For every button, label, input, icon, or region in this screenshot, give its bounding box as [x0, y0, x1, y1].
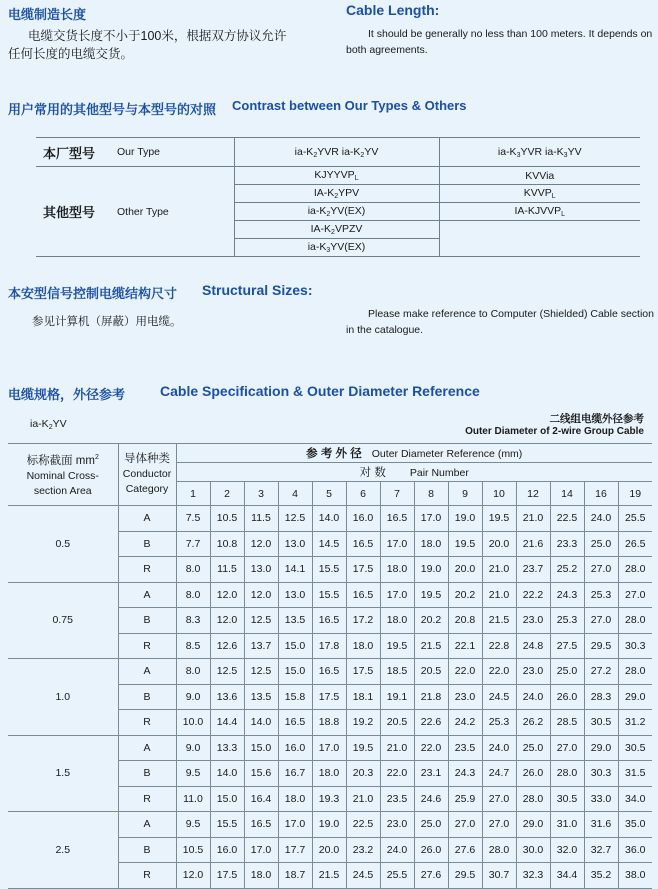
diameter-cell: 18.0: [380, 557, 414, 583]
other-left-4: $ia-K_3YV(EX)$: [234, 239, 439, 257]
diameter-cell: 25.3: [550, 608, 584, 634]
diameter-cell: 24.3: [448, 761, 482, 787]
table-row: [8, 506, 652, 532]
diameter-cell: 22.5: [550, 506, 584, 532]
contrast-table: [36, 137, 640, 257]
diameter-cell: 16.5: [312, 659, 346, 685]
diameter-cell: 29.0: [618, 684, 652, 710]
diameter-cell: 16.4: [244, 786, 278, 812]
other-right-0: KVVia: [439, 167, 640, 185]
table-row: [8, 812, 652, 838]
diameter-cell: 27.5: [550, 633, 584, 659]
diameter-cell: 15.8: [278, 684, 312, 710]
pair-number-4: 4: [278, 482, 312, 506]
structure-cn-text: 参见计算机（屏蔽）用电缆。: [32, 316, 182, 328]
diameter-cell: 7.5: [176, 506, 210, 532]
category-cell: R: [118, 633, 176, 659]
diameter-cell: 21.5: [482, 608, 516, 634]
diameter-cell: 18.7: [278, 863, 312, 889]
diameter-cell: 20.0: [482, 531, 516, 557]
diameter-cell: 12.0: [176, 863, 210, 889]
diameter-cell: 8.5: [176, 633, 210, 659]
diameter-cell: 22.5: [346, 812, 380, 838]
table-row: [8, 659, 652, 685]
diameter-cell: 10.5: [210, 506, 244, 532]
area-cell: 0.75: [8, 582, 118, 659]
category-cell: B: [118, 837, 176, 863]
pair-number-14: 14: [550, 482, 584, 506]
diameter-cell: 25.5: [380, 863, 414, 889]
diameter-cell: 14.1: [278, 557, 312, 583]
pair-number-5: 5: [312, 482, 346, 506]
area-cell: 1.5: [8, 735, 118, 812]
diameter-cell: 17.0: [380, 582, 414, 608]
diameter-cell: 22.2: [516, 582, 550, 608]
category-cell: A: [118, 812, 176, 838]
diameter-cell: 31.5: [618, 761, 652, 787]
diameter-cell: 21.0: [482, 557, 516, 583]
diameter-cell: 30.5: [550, 786, 584, 812]
diameter-cell: 12.5: [244, 659, 278, 685]
diameter-cell: 30.3: [584, 761, 618, 787]
diameter-cell: 11.0: [176, 786, 210, 812]
diameter-cell: 18.1: [346, 684, 380, 710]
diameter-cell: 13.5: [244, 684, 278, 710]
diameter-cell: 23.5: [448, 735, 482, 761]
other-type-cn-label: 其他型号: [36, 167, 101, 257]
diameter-cell: 22.1: [448, 633, 482, 659]
diameter-cell: 21.0: [346, 786, 380, 812]
diameter-cell: 26.2: [516, 710, 550, 736]
diameter-cell: 17.5: [210, 863, 244, 889]
diameter-cell: 12.0: [210, 582, 244, 608]
diameter-cell: 27.0: [618, 582, 652, 608]
diameter-cell: 29.0: [516, 812, 550, 838]
diameter-cell: 20.5: [380, 710, 414, 736]
pair-number-9: 9: [448, 482, 482, 506]
diameter-cell: 25.2: [550, 557, 584, 583]
diameter-cell: 28.0: [618, 608, 652, 634]
diameter-cell: 19.3: [312, 786, 346, 812]
diameter-cell: 19.5: [448, 531, 482, 557]
diameter-cell: 17.8: [312, 633, 346, 659]
diameter-cell: 21.0: [516, 506, 550, 532]
od-header: 参 考 外 径 Outer Diameter Reference (mm): [176, 444, 652, 463]
pair-number-12: 12: [516, 482, 550, 506]
category-cell: B: [118, 531, 176, 557]
diameter-cell: 19.2: [346, 710, 380, 736]
diameter-cell: 15.5: [312, 557, 346, 583]
diameter-cell: 27.0: [550, 735, 584, 761]
diameter-cell: 28.0: [618, 659, 652, 685]
diameter-cell: 27.0: [482, 812, 516, 838]
diameter-cell: 17.0: [414, 506, 448, 532]
diameter-cell: 22.8: [482, 633, 516, 659]
area-cell: 0.5: [8, 506, 118, 583]
diameter-cell: 8.0: [176, 582, 210, 608]
category-cell: R: [118, 557, 176, 583]
structure-en-text-1: Please make reference to Computer (Shielded) Cable section: [368, 308, 654, 320]
diameter-cell: 26.0: [550, 684, 584, 710]
diameter-cell: 17.5: [346, 557, 380, 583]
diameter-cell: 31.2: [618, 710, 652, 736]
pair-number-16: 16: [584, 482, 618, 506]
other-left-3: $IA-K_2VPZV$: [234, 221, 439, 239]
area-cell: 2.5: [8, 812, 118, 889]
diameter-cell: 23.7: [516, 557, 550, 583]
diameter-cell: 30.5: [618, 735, 652, 761]
diameter-cell: 24.5: [346, 863, 380, 889]
diameter-cell: 19.5: [482, 506, 516, 532]
diameter-cell: 16.0: [210, 837, 244, 863]
diameter-cell: 17.0: [278, 812, 312, 838]
contrast-en-title: Contrast between Our Types & Others: [232, 98, 467, 113]
diameter-cell: 30.0: [516, 837, 550, 863]
diameter-cell: 20.8: [448, 608, 482, 634]
diameter-cell: 27.6: [448, 837, 482, 863]
diameter-cell: 23.0: [516, 608, 550, 634]
diameter-cell: 34.4: [550, 863, 584, 889]
diameter-cell: 30.3: [618, 633, 652, 659]
diameter-cell: 12.5: [278, 506, 312, 532]
diameter-cell: 27.0: [448, 812, 482, 838]
diameter-cell: 18.0: [312, 761, 346, 787]
contrast-other-row: [36, 167, 640, 185]
diameter-cell: 19.1: [380, 684, 414, 710]
diameter-cell: 21.5: [312, 863, 346, 889]
diameter-cell: 19.0: [448, 506, 482, 532]
diameter-cell: 28.0: [550, 761, 584, 787]
diameter-cell: 31.6: [584, 812, 618, 838]
diameter-cell: 19.0: [312, 812, 346, 838]
diameter-cell: 10.8: [210, 531, 244, 557]
diameter-cell: 14.0: [312, 506, 346, 532]
diameter-cell: 16.5: [346, 582, 380, 608]
category-cell: B: [118, 608, 176, 634]
diameter-cell: 28.0: [618, 557, 652, 583]
diameter-cell: 22.0: [448, 659, 482, 685]
diameter-cell: 22.6: [414, 710, 448, 736]
diameter-cell: 35.0: [618, 812, 652, 838]
diameter-cell: 24.5: [482, 684, 516, 710]
cable-length-cn-title: 电缆制造长度: [8, 7, 87, 22]
spec-en-title: Cable Specification & Outer Diameter Reference: [160, 383, 480, 399]
diameter-cell: 15.0: [278, 633, 312, 659]
diameter-cell: 9.5: [176, 761, 210, 787]
diameter-cell: 20.2: [448, 582, 482, 608]
cable-length-cn-text-1: 电缆交货长度不小于100米，根据双方协议允许: [28, 29, 287, 43]
cable-length-cn-text-2: 任何长度的电缆交货。: [8, 47, 134, 61]
diameter-cell: 24.3: [550, 582, 584, 608]
spec-model: $ia-K_2YV$: [30, 418, 67, 431]
diameter-cell: 16.0: [278, 735, 312, 761]
diameter-cell: 15.0: [244, 735, 278, 761]
diameter-cell: 24.2: [448, 710, 482, 736]
diameter-cell: 21.8: [414, 684, 448, 710]
diameter-cell: 19.5: [414, 582, 448, 608]
pair-header: 对 数 Pair Number: [176, 463, 652, 482]
category-cell: R: [118, 863, 176, 889]
diameter-cell: 18.0: [414, 531, 448, 557]
diameter-cell: 28.0: [482, 837, 516, 863]
diameter-cell: 26.0: [516, 761, 550, 787]
diameter-cell: 23.0: [448, 684, 482, 710]
pair-number-10: 10: [482, 482, 516, 506]
diameter-cell: 34.0: [618, 786, 652, 812]
cable-length-en-title: Cable Length:: [346, 2, 440, 18]
diameter-cell: 13.0: [278, 582, 312, 608]
diameter-cell: 11.5: [244, 506, 278, 532]
diameter-cell: 8.3: [176, 608, 210, 634]
contrast-cn-title: 用户常用的其他型号与本型号的对照: [8, 102, 217, 117]
diameter-cell: 23.5: [380, 786, 414, 812]
diameter-cell: 26.5: [618, 531, 652, 557]
diameter-cell: 10.0: [176, 710, 210, 736]
diameter-cell: 30.5: [584, 710, 618, 736]
structure-en-text-2: in the catalogue.: [346, 324, 424, 336]
diameter-cell: 7.7: [176, 531, 210, 557]
diameter-cell: 24.0: [380, 837, 414, 863]
category-cell: A: [118, 582, 176, 608]
diameter-cell: 25.9: [448, 786, 482, 812]
col-area-header: 标称截面 $mm^2$ Nominal Cross- section Area: [8, 444, 118, 506]
diameter-cell: 17.0: [380, 531, 414, 557]
diameter-cell: 15.0: [278, 659, 312, 685]
our-type-cn-label: 本厂型号: [36, 138, 101, 167]
other-right-empty: [439, 221, 640, 257]
pair-number-8: 8: [414, 482, 448, 506]
diameter-cell: 20.5: [414, 659, 448, 685]
diameter-cell: 33.0: [584, 786, 618, 812]
other-type-en-label: Other Type: [101, 167, 234, 257]
pair-number-1: 1: [176, 482, 210, 506]
pair-number-6: 6: [346, 482, 380, 506]
diameter-cell: 13.7: [244, 633, 278, 659]
diameter-cell: 25.3: [482, 710, 516, 736]
category-cell: R: [118, 710, 176, 736]
table-row: [8, 735, 652, 761]
pair-number-7: 7: [380, 482, 414, 506]
diameter-cell: 27.0: [584, 557, 618, 583]
diameter-cell: 16.7: [278, 761, 312, 787]
our-type-k3: $ia-K_3YVR$ $ia-K_3YV$: [439, 138, 640, 167]
diameter-cell: 21.0: [482, 582, 516, 608]
diameter-cell: 16.5: [312, 608, 346, 634]
diameter-cell: 13.0: [278, 531, 312, 557]
diameter-cell: 13.6: [210, 684, 244, 710]
diameter-cell: 21.0: [380, 735, 414, 761]
diameter-cell: 26.0: [414, 837, 448, 863]
diameter-cell: 21.5: [414, 633, 448, 659]
our-type-en-label: Our Type: [101, 138, 234, 167]
diameter-cell: 27.6: [414, 863, 448, 889]
category-cell: R: [118, 786, 176, 812]
diameter-cell: 12.6: [210, 633, 244, 659]
diameter-cell: 25.0: [550, 659, 584, 685]
other-left-1: $IA-K_2YPV$: [234, 185, 439, 203]
diameter-cell: 20.3: [346, 761, 380, 787]
category-cell: A: [118, 659, 176, 685]
diameter-cell: 22.0: [482, 659, 516, 685]
diameter-cell: 23.0: [380, 812, 414, 838]
spec-table-cn-title: 二线组电缆外径参考: [549, 413, 644, 425]
diameter-cell: 24.0: [482, 735, 516, 761]
diameter-cell: 19.5: [380, 633, 414, 659]
diameter-cell: 20.0: [312, 837, 346, 863]
diameter-cell: 13.3: [210, 735, 244, 761]
diameter-cell: 18.0: [278, 786, 312, 812]
diameter-cell: 24.8: [516, 633, 550, 659]
category-cell: B: [118, 761, 176, 787]
diameter-cell: 15.6: [244, 761, 278, 787]
diameter-cell: 13.0: [244, 557, 278, 583]
diameter-cell: 29.5: [584, 633, 618, 659]
diameter-cell: 36.0: [618, 837, 652, 863]
pair-number-19: 19: [618, 482, 652, 506]
diameter-cell: 12.0: [244, 582, 278, 608]
diameter-cell: 14.0: [210, 761, 244, 787]
diameter-cell: 19.5: [346, 735, 380, 761]
cable-length-en-text-1: It should be generally no less than 100 meters. It depends on: [368, 28, 653, 40]
diameter-cell: 12.0: [210, 608, 244, 634]
diameter-cell: 31.0: [550, 812, 584, 838]
diameter-cell: 25.0: [584, 531, 618, 557]
diameter-cell: 18.0: [244, 863, 278, 889]
diameter-cell: 19.0: [414, 557, 448, 583]
diameter-cell: 17.0: [312, 735, 346, 761]
spec-table: [8, 443, 652, 889]
diameter-cell: 28.3: [584, 684, 618, 710]
diameter-cell: 32.3: [516, 863, 550, 889]
diameter-cell: 23.0: [516, 659, 550, 685]
diameter-cell: 23.1: [414, 761, 448, 787]
diameter-cell: 29.0: [584, 735, 618, 761]
diameter-cell: 9.0: [176, 735, 210, 761]
cable-length-en-text-2: both agreements.: [346, 44, 428, 56]
diameter-cell: 25.5: [618, 506, 652, 532]
diameter-cell: 16.5: [244, 812, 278, 838]
diameter-cell: 24.0: [516, 684, 550, 710]
structure-en-title: Structural Sizes:: [202, 282, 313, 298]
diameter-cell: 25.0: [516, 735, 550, 761]
area-cell: 1.0: [8, 659, 118, 736]
other-right-2: $IA-KJVVP_L$: [439, 203, 640, 221]
diameter-cell: 22.0: [380, 761, 414, 787]
other-left-2: $ia-K_2YV(EX)$: [234, 203, 439, 221]
diameter-cell: 17.0: [244, 837, 278, 863]
diameter-cell: 8.0: [176, 659, 210, 685]
diameter-cell: 23.2: [346, 837, 380, 863]
diameter-cell: 38.0: [618, 863, 652, 889]
diameter-cell: 9.5: [176, 812, 210, 838]
diameter-cell: 27.0: [584, 608, 618, 634]
diameter-cell: 16.5: [278, 710, 312, 736]
diameter-cell: 22.0: [414, 735, 448, 761]
diameter-cell: 9.0: [176, 684, 210, 710]
diameter-cell: 29.5: [448, 863, 482, 889]
category-cell: A: [118, 506, 176, 532]
diameter-cell: 17.2: [346, 608, 380, 634]
diameter-cell: 10.5: [176, 837, 210, 863]
diameter-cell: 18.8: [312, 710, 346, 736]
diameter-cell: 32.7: [584, 837, 618, 863]
diameter-cell: 30.7: [482, 863, 516, 889]
spec-table-en-title: Outer Diameter of 2-wire Group Cable: [465, 426, 644, 437]
diameter-cell: 17.5: [346, 659, 380, 685]
diameter-cell: 16.0: [346, 506, 380, 532]
diameter-cell: 18.5: [380, 659, 414, 685]
other-left-0: $KJYYVP_L$: [234, 167, 439, 185]
diameter-cell: 18.0: [380, 608, 414, 634]
pair-number-3: 3: [244, 482, 278, 506]
diameter-cell: 32.0: [550, 837, 584, 863]
diameter-cell: 12.5: [210, 659, 244, 685]
diameter-cell: 15.0: [210, 786, 244, 812]
diameter-cell: 11.5: [210, 557, 244, 583]
pair-number-2: 2: [210, 482, 244, 506]
diameter-cell: 18.0: [346, 633, 380, 659]
diameter-cell: 20.0: [448, 557, 482, 583]
diameter-cell: 25.3: [584, 582, 618, 608]
diameter-cell: 17.5: [312, 684, 346, 710]
diameter-cell: 17.7: [278, 837, 312, 863]
diameter-cell: 28.5: [550, 710, 584, 736]
contrast-our-row: [36, 138, 640, 167]
diameter-cell: 8.0: [176, 557, 210, 583]
diameter-cell: 14.5: [312, 531, 346, 557]
diameter-cell: 25.0: [414, 812, 448, 838]
diameter-cell: 24.0: [584, 506, 618, 532]
diameter-cell: 20.2: [414, 608, 448, 634]
col-conductor-header: 导体种类 Conductor Category: [118, 444, 176, 506]
other-right-1: $KVVP_L$: [439, 185, 640, 203]
diameter-cell: 23.3: [550, 531, 584, 557]
diameter-cell: 21.6: [516, 531, 550, 557]
diameter-cell: 27.0: [482, 786, 516, 812]
spec-cn-title: 电缆规格，外径参考: [8, 387, 126, 402]
category-cell: B: [118, 684, 176, 710]
diameter-cell: 16.5: [346, 531, 380, 557]
diameter-cell: 35.2: [584, 863, 618, 889]
diameter-cell: 15.5: [210, 812, 244, 838]
category-cell: A: [118, 735, 176, 761]
diameter-cell: 16.5: [380, 506, 414, 532]
diameter-cell: 28.0: [516, 786, 550, 812]
diameter-cell: 12.5: [244, 608, 278, 634]
diameter-cell: 13.5: [278, 608, 312, 634]
diameter-cell: 24.6: [414, 786, 448, 812]
diameter-cell: 14.0: [244, 710, 278, 736]
structure-cn-title: 本安型信号控制电缆结构尺寸: [8, 286, 178, 301]
table-row: [8, 582, 652, 608]
diameter-cell: 27.2: [584, 659, 618, 685]
diameter-cell: 12.0: [244, 531, 278, 557]
our-type-k2: $ia-K_2YVR$ $ia-K_2YV$: [234, 138, 439, 167]
diameter-cell: 24.7: [482, 761, 516, 787]
diameter-cell: 15.5: [312, 582, 346, 608]
diameter-cell: 14.4: [210, 710, 244, 736]
